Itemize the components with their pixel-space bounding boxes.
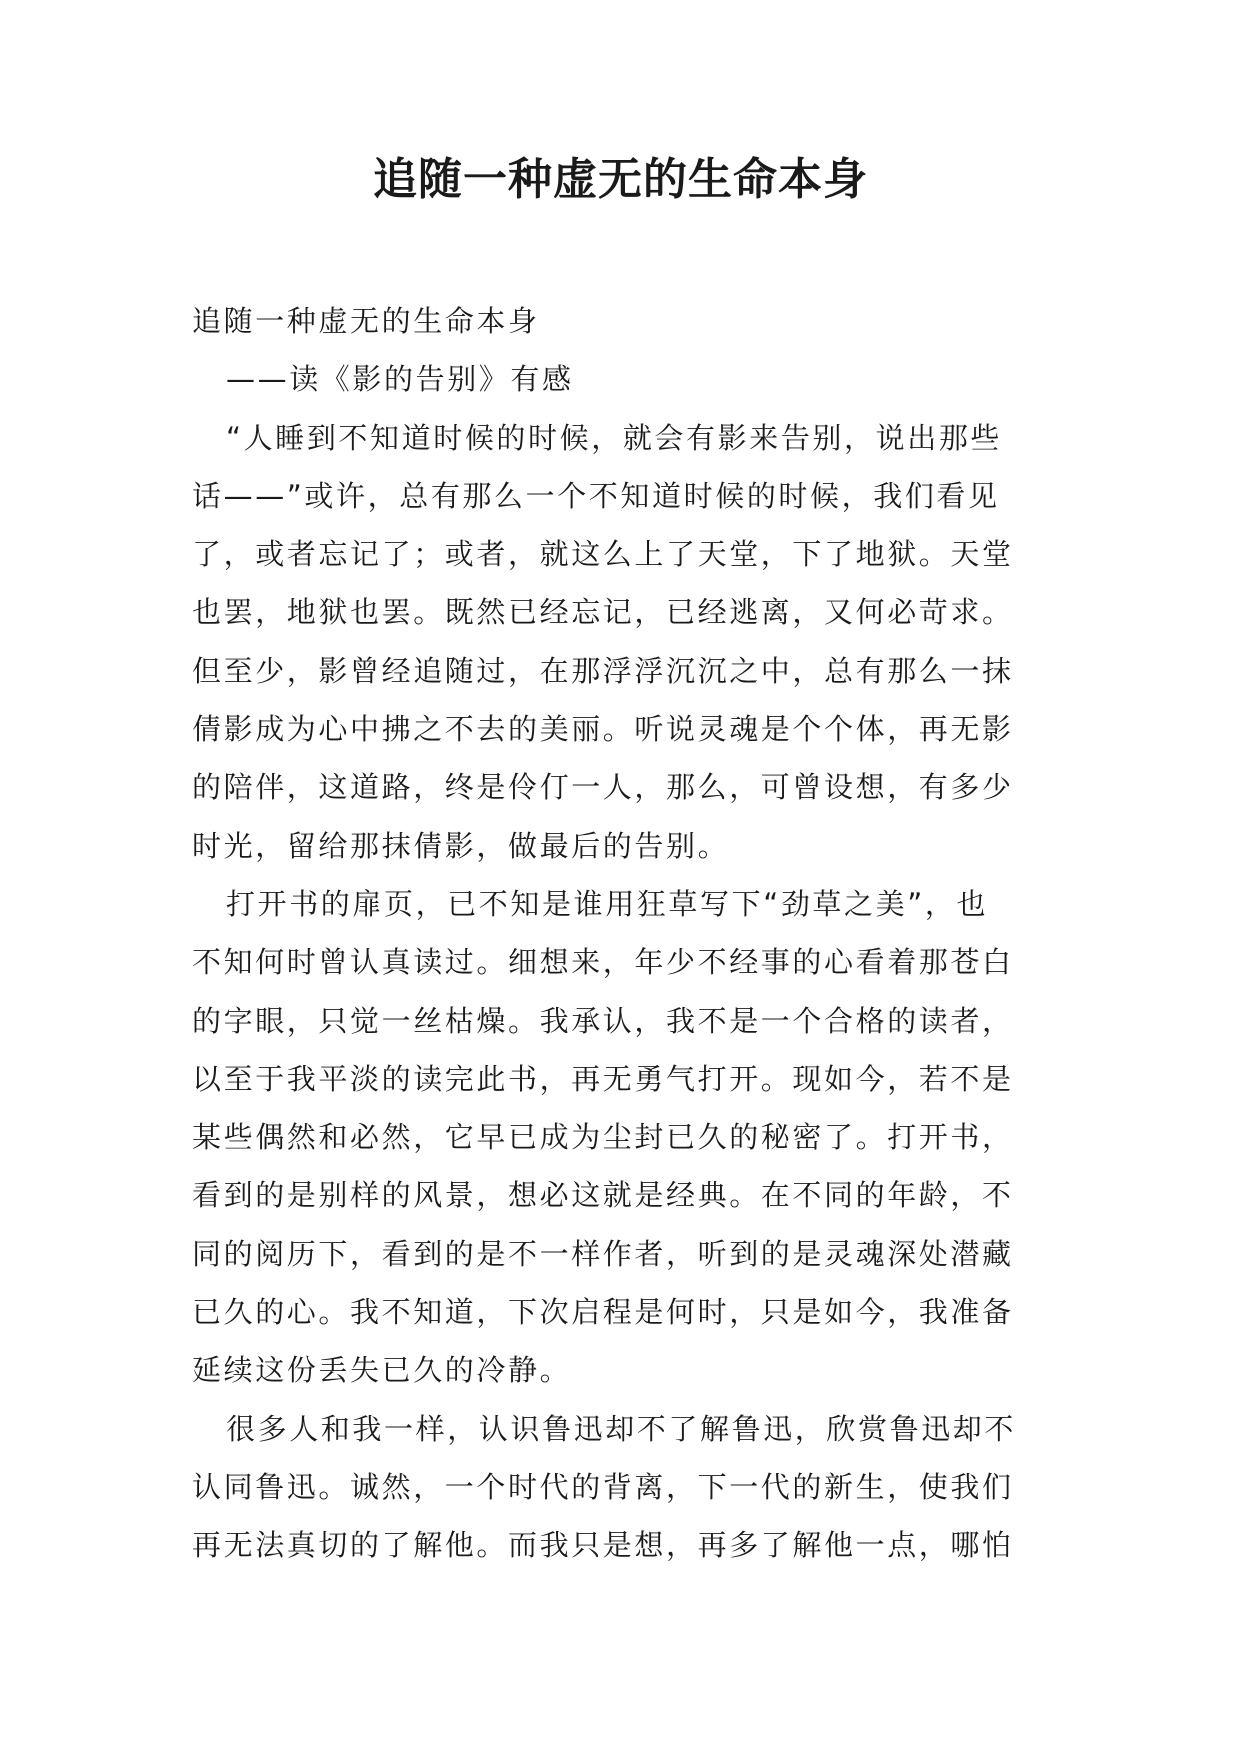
text-line: 但至少，影曾经追随过，在那浮浮沉沉之中，总有那么一抹 [192, 653, 1014, 688]
text-line: 打开书的扉页，已不知是谁用狂草写下“劲草之美”，也 [226, 886, 989, 921]
text-line: 再无法真切的了解他。而我只是想，再多了解他一点，哪怕 [192, 1528, 1014, 1563]
body-subheading: ——读《影的告别》有感 [226, 362, 574, 397]
document-title: 追随一种虚无的生命本身 [373, 154, 868, 205]
text-line: 了，或者忘记了；或者，就这么上了天堂，下了地狱。天堂 [192, 537, 1014, 572]
text-line: 也罢，地狱也罢。既然已经忘记，已经逃离，又何必苛求。 [192, 595, 1014, 630]
text-line: 的陪伴，这道路，终是伶仃一人，那么，可曾设想，有多少 [192, 770, 1014, 805]
text-line: 话——”或许，总有那么一个不知道时候的时候，我们看见 [192, 478, 1000, 513]
text-line: 的字眼，只觉一丝枯燥。我承认，我不是一个合格的读者， [192, 1003, 1014, 1038]
text-line: 以至于我平淡的读完此书，再无勇气打开。现如今，若不是 [192, 1061, 1014, 1096]
text-line: 某些偶然和必然，它早已成为尘封已久的秘密了。打开书， [192, 1120, 1014, 1155]
text-line: 延续这份丢失已久的冷静。 [192, 1353, 572, 1388]
text-line: 认同鲁迅。诚然，一个时代的背离，下一代的新生，使我们 [192, 1469, 1014, 1504]
text-line: 已久的心。我不知道，下次启程是何时，只是如今，我准备 [192, 1295, 1014, 1330]
text-line: 很多人和我一样，认识鲁迅却不了解鲁迅，欣赏鲁迅却不 [226, 1411, 1017, 1446]
text-line: 不知何时曾认真读过。细想来，年少不经事的心看着那苍白 [192, 945, 1014, 980]
document-body [192, 292, 1062, 1575]
text-line: 倩影成为心中拂之不去的美丽。听说灵魂是个个体，再无影 [192, 712, 1014, 747]
body-heading: 追随一种虚无的生命本身 [192, 304, 540, 338]
text-line: 看到的是别样的风景，想必这就是经典。在不同的年龄，不 [192, 1178, 1014, 1213]
text-line: 时光，留给那抹倩影，做最后的告别。 [192, 828, 730, 863]
text-line: 同的阅历下，看到的是不一样作者，听到的是灵魂深处潜藏 [192, 1236, 1014, 1271]
text-line: “人睡到不知道时候的时候，就会有影来告别，说出那些 [226, 420, 1003, 455]
